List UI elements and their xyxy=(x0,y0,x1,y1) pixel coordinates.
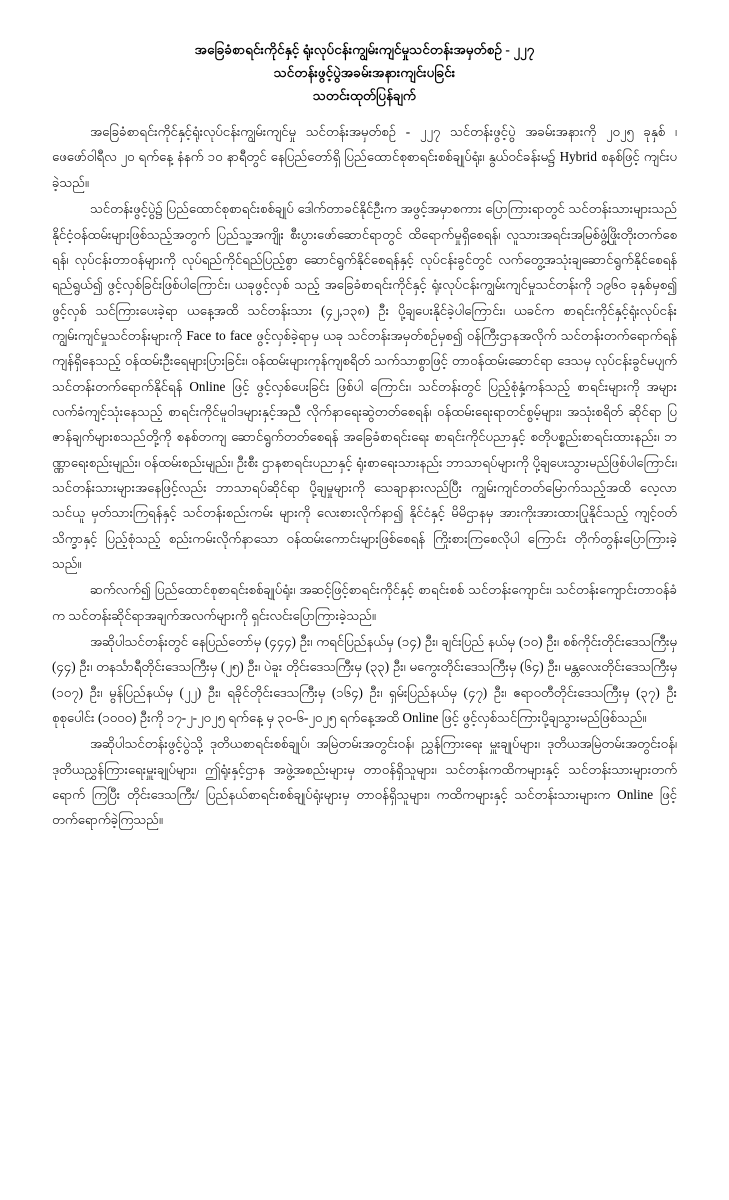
paragraph: အခြေခံစာရင်းကိုင်နှင့်ရုံးလုပ်ငန်းကျွမ်းကျင်မှု သင်တန်းအမှတ်စဉ် - ၂၂၇ သင်တန်းဖွင့်ပွဲ အခမ်းအနားကို ၂၀၂၅ ခုနှစ် ၊ ဖေဖော်ဝါရီလ ၂၀ ရက်နေ့ နံနက် ၁၀ နာရီတွင် နေပြည်တော်ရှိ ပြည်ထောင်စုစာရင်းစစ်ချုပ်ရုံး၊ နွယ်ဝင်ခန်းမ၌ Hybrid စနစ်ဖြင့် ကျင်းပခဲ့သည်။ xyxy=(52,124,677,190)
page-title xyxy=(52,38,677,107)
paragraph: အဆိုပါသင်တန်းဖွင့်ပွဲသို့ ဒုတိယစာရင်းစစ်ချုပ်၊ အမြဲတမ်းအတွင်းဝန်၊ ညွှန်ကြားရေး မှူးချုပ်များ၊ ဒုတိယအမြဲတမ်းအတွင်းဝန်၊ ဒုတိယညွှန်ကြားရေးမှူးချုပ်များ၊ ဤရုံးနှင့်ဌာန အဖွဲ့အစည်းများမှ တာဝန်ရှိသူများ၊ သင်တန်းကထိကများနှင့် သင်တန်းသားများတက်ရောက် ကြပြီး တိုင်းဒေသကြီး/ ပြည်နယ်စာရင်းစစ်ချုပ်ရုံးများမှ တာဝန်ရှိသူများ၊ ကထိကများနှင့် သင်တန်းသားများက Online ဖြင့် တက်ရောက်ခဲ့ကြသည်။ xyxy=(52,736,677,828)
title-line-2: သင်တန်းဖွင့်ပွဲအခမ်းအနားကျင်းပခြင်း xyxy=(273,65,456,81)
paragraph: ဆက်လက်၍ ပြည်ထောင်စုစာရင်းစစ်ချုပ်ရုံး၊ အဆင့်ဖြင့်စာရင်းကိုင်နှင့် စာရင်းစစ် သင်တန်းကျောင်း၊ သင်တန်းကျောင်းတာဝန်ခံက သင်တန်းဆိုင်ရာအချက်အလက်များကို ရှင်းလင်းပြောကြားခဲ့သည်။ xyxy=(52,582,677,623)
document-body xyxy=(52,119,677,833)
title-line-1: အခြေခံစာရင်းကိုင်နှင့် ရုံးလုပ်ငန်းကျွမ်းကျင်မှုသင်တန်းအမှတ်စဉ် - ၂၂၇ xyxy=(194,42,535,57)
paragraph: အဆိုပါသင်တန်းတွင် နေပြည်တော်မှ (၄၄၄) ဦး၊ ကရင်ပြည်နယ်မှ (၁၄) ဦး၊ ချင်းပြည် နယ်မှ (၁၀) ဦး၊ စစ်ကိုင်းတိုင်းဒေသကြီးမှ (၄၄) ဦး၊ တနင်္သာရီတိုင်းဒေသကြီးမှ (၂၅) ဦး၊ ပဲခူး တိုင်းဒေသကြီးမှ (၃၃) ဦး၊ မကွေးတိုင်းဒေသကြီးမှ (၆၄) ဦး၊ မန္တလေးတိုင်းဒေသကြီးမှ (၁၀၇) ဦး၊ မွန်ပြည်နယ်မှ (၂၂) ဦး၊ ရခိုင်တိုင်းဒေသကြီးမှ (၁၆၄) ဦး၊ ရှမ်းပြည်နယ်မှ (၄၇) ဦး၊ ဧရာဝတီတိုင်းဒေသကြီးမှ (၃၇) ဦး စုစုပေါင်း (၁၀၀၀) ဦးကို ၁၇-၂-၂၀၂၅ ရက်နေ့ မှ ၃၀-၆-၂၀၂၅ ရက်နေ့အထိ Online ဖြင့် ဖွင့်လှစ်သင်ကြားပို့ချသွားမည်ဖြစ်သည်။ xyxy=(52,634,677,726)
paragraph: သင်တန်းဖွင့်ပွဲ၌ ပြည်ထောင်စုစာရင်းစစ်ချုပ် ဒေါက်တာခင်နိုင်ဦးက အဖွင့်အမှာစကား ပြောကြားရာတွင် သင်တန်းသားများသည် နိုင်ငံ့ဝန်ထမ်းများဖြစ်သည့်အတွက် ပြည်သူ့အကျိုး စီးပွားဖော်ဆောင်ရာတွင် ထိရောက်မှုရှိစေရန်၊ လူသားအရင်းအမြစ်ဖွံ့ဖြိုးတိုးတက်စေရန်၊ လုပ်ငန်းတာဝန်များကို လုပ်ရည်ကိုင်ရည်ပြည့်စွာ ဆောင်ရွက်နိုင်စေရန်နှင့် လုပ်ငန်းခွင်တွင် လက်တွေ့အသုံးချဆောင်ရွက်နိုင်စေရန် ရည်ရွယ်၍ ဖွင့်လှစ်ခြင်းဖြစ်ပါကြောင်း၊ ယခုဖွင့်လှစ် သည့် အခြေခံစာရင်းကိုင်နှင့် ရုံးလုပ်ငန်းကျွမ်းကျင်မှုသင်တန်းကို ၁၉၆၀ ခုနှစ်မှစ၍ ဖွင့်လှစ် သင်ကြားပေးခဲ့ရာ ယနေ့အထိ သင်တန်းသား (၄၂,၁၃၈) ဦး ပို့ချပေးနိုင်ခဲ့ပါကြောင်း၊ ယခင်က စာရင်းကိုင်နှင့်ရုံးလုပ်ငန်းကျွမ်းကျင်မှုသင်တန်းများကို Face to face ဖွင့်လှစ်ခဲ့ရာမှ ယခု သင်တန်းအမှတ်စဉ်မှစ၍ ဝန်ကြီးဌာနအလိုက် သင်တန်းတက်ရောက်ရန် ကျန်ရှိနေသည့် ဝန်ထမ်းဦးရေများပြားခြင်း၊ ဝန်ထမ်းများကုန်ကျစရိတ် သက်သာစွာဖြင့် တာဝန်ထမ်းဆောင်ရာ ဒေသမှ လုပ်ငန်းခွင်မပျက် သင်တန်းတက်ရောက်နိုင်ရန် Online ဖြင့် ဖွင့်လှစ်ပေးခြင်း ဖြစ်ပါ ကြောင်း၊ သင်တန်းတွင် ပြည့်စုံနှံ့ကန်သည့် စာရင်းများကို အများလက်ခံကျင့်သုံးနေသည့် စာရင်းကိုင်မူဝါဒများနှင့်အညီ လိုက်နာရေးဆွဲတတ်စေရန်၊ ဝန်ထမ်းရေးရာတင်စွမ့်များ၊ အသုံးစရိတ် ဆိုင်ရာ ပြဇာန်ချက်များစသည်တို့ကို စနစ်တကျ ဆောင်ရွက်တတ်စေရန် အခြေခံစာရင်းရေး စာရင်းကိုင်ပညာနှင့် စတိုပစ္စည်းစာရင်းထားနည်း၊ ဘဏ္ဏာရေးစည်းမျည်း၊ ဝန်ထမ်းစည်းမျည်း၊ ဦးစီး ဌာနစာရင်းပညာနှင့် ရုံးစာရေးသားနည်း ဘာသာရပ်များကို ပို့ချပေးသွားမည်ဖြစ်ပါကြောင်း၊ သင်တန်းသားများအနေဖြင့်လည်း ဘာသာရပ်ဆိုင်ရာ ပို့ချမှုများကို သေချာနားလည်ပြီး ကျွမ်းကျင်တတ်မြောက်သည့်အထိ လေ့လာသင်ယူ မှတ်သားကြရန်နှင့် သင်တန်းစည်းကမ်း များကို လေးစားလိုက်နာ၍ နိုင်ငံနှင့် မိမိဌာနမှ အားကိုးအားထားပြုနိုင်သည့် ကျင့်ဝတ်သိက္ခာနှင့် ပြည့်စုံသည့် စည်းကမ်းလိုက်နာသော ဝန်ထမ်းကောင်းများဖြစ်စေရန် ကြိုးစားကြစေလိုပါ ကြောင်း တိုက်တွန်းပြောကြားခဲ့သည်။ xyxy=(52,201,677,571)
title-line-3: သတင်းထုတ်ပြန်ချက် xyxy=(312,88,417,104)
